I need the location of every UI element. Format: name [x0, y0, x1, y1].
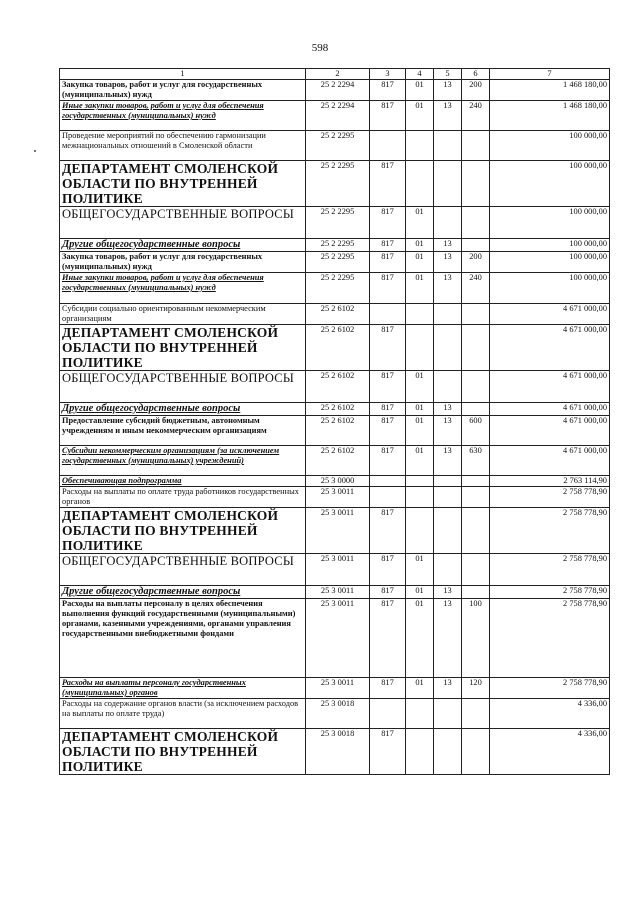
row-description: Расходы на выплаты персоналу государственных (муниципальных) органов	[60, 678, 306, 699]
row-subsection-code: 13	[434, 80, 462, 101]
column-header-3: 3	[370, 69, 406, 80]
scan-artifact	[34, 150, 36, 152]
row-subsection-code	[434, 325, 462, 371]
row-code: 25 2 6102	[306, 325, 370, 371]
row-description: Субсидии некоммерческим организациям (за исключением государственных (муниципальных) учреждений)	[60, 446, 306, 476]
row-section-code	[406, 325, 434, 371]
column-header-4: 4	[406, 69, 434, 80]
row-code: 25 2 6102	[306, 304, 370, 325]
table-row	[60, 476, 610, 487]
row-expense-type	[462, 207, 490, 239]
row-description: ОБЩЕГОСУДАРСТВЕННЫЕ ВОПРОСЫ	[60, 554, 306, 586]
row-subsection-code	[434, 699, 462, 729]
row-ved	[370, 304, 406, 325]
row-amount: 4 671 000,00	[490, 416, 610, 446]
row-amount: 4 671 000,00	[490, 325, 610, 371]
table-row	[60, 101, 610, 131]
row-description: ОБЩЕГОСУДАРСТВЕННЫЕ ВОПРОСЫ	[60, 207, 306, 239]
page-number: 598	[311, 42, 329, 54]
row-code: 25 2 2295	[306, 252, 370, 273]
row-description: ДЕПАРТАМЕНТ СМОЛЕНСКОЙ ОБЛАСТИ ПО ВНУТРЕННЕЙ ПОЛИТИКЕ	[60, 508, 306, 554]
budget-table	[59, 68, 610, 775]
row-code: 25 2 2295	[306, 207, 370, 239]
table-row	[60, 252, 610, 273]
row-amount: 100 000,00	[490, 239, 610, 252]
row-expense-type	[462, 403, 490, 416]
row-description: Расходы на выплаты по оплате труда работников государственных органов	[60, 487, 306, 508]
row-description: Субсидии социально ориентированным некоммерческим организациям	[60, 304, 306, 325]
row-code: 25 2 2295	[306, 131, 370, 161]
row-description: Проведение мероприятий по обеспечению гармонизации межнациональных отношений в Смоленской области	[60, 131, 306, 161]
table-row	[60, 207, 610, 239]
row-description: ДЕПАРТАМЕНТ СМОЛЕНСКОЙ ОБЛАСТИ ПО ВНУТРЕННЕЙ ПОЛИТИКЕ	[60, 729, 306, 775]
row-description: Иные закупки товаров, работ и услуг для обеспечения государственных (муниципальных) нужд	[60, 273, 306, 304]
row-expense-type	[462, 239, 490, 252]
row-expense-type: 240	[462, 273, 490, 304]
row-expense-type: 100	[462, 599, 490, 678]
table-row	[60, 554, 610, 586]
row-description: ОБЩЕГОСУДАРСТВЕННЫЕ ВОПРОСЫ	[60, 371, 306, 403]
column-header-5: 5	[434, 69, 462, 80]
row-code: 25 2 2295	[306, 161, 370, 207]
row-description: ДЕПАРТАМЕНТ СМОЛЕНСКОЙ ОБЛАСТИ ПО ВНУТРЕННЕЙ ПОЛИТИКЕ	[60, 161, 306, 207]
row-expense-type	[462, 487, 490, 508]
row-expense-type	[462, 161, 490, 207]
row-subsection-code	[434, 131, 462, 161]
table-row	[60, 678, 610, 699]
table-row	[60, 586, 610, 599]
row-subsection-code	[434, 371, 462, 403]
table-row	[60, 403, 610, 416]
row-expense-type	[462, 325, 490, 371]
row-section-code: 01	[406, 252, 434, 273]
row-ved: 817	[370, 239, 406, 252]
table-row	[60, 239, 610, 252]
row-amount: 2 758 778,90	[490, 678, 610, 699]
table-row	[60, 416, 610, 446]
table-row	[60, 371, 610, 403]
row-amount: 2 758 778,90	[490, 487, 610, 508]
row-description: Закупка товаров, работ и услуг для государственных (муниципальных) нужд	[60, 80, 306, 101]
row-expense-type	[462, 586, 490, 599]
row-section-code	[406, 304, 434, 325]
row-ved	[370, 131, 406, 161]
row-expense-type	[462, 304, 490, 325]
row-section-code	[406, 487, 434, 508]
row-amount: 100 000,00	[490, 252, 610, 273]
row-code: 25 3 0018	[306, 729, 370, 775]
row-amount: 4 671 000,00	[490, 304, 610, 325]
row-amount: 2 758 778,90	[490, 508, 610, 554]
row-subsection-code	[434, 487, 462, 508]
column-header-2: 2	[306, 69, 370, 80]
row-section-code: 01	[406, 599, 434, 678]
row-section-code	[406, 699, 434, 729]
row-code: 25 3 0011	[306, 487, 370, 508]
row-section-code	[406, 161, 434, 207]
row-subsection-code: 13	[434, 273, 462, 304]
row-subsection-code: 13	[434, 239, 462, 252]
table-row	[60, 508, 610, 554]
row-expense-type	[462, 729, 490, 775]
table-row	[60, 699, 610, 729]
row-amount: 2 763 114,90	[490, 476, 610, 487]
row-subsection-code	[434, 207, 462, 239]
table-row	[60, 446, 610, 476]
row-section-code: 01	[406, 416, 434, 446]
column-header-7: 7	[490, 69, 610, 80]
row-code: 25 2 6102	[306, 371, 370, 403]
row-section-code: 01	[406, 101, 434, 131]
row-description: Предоставление субсидий бюджетным, автономным учреждениям и иным некоммерческим организациям	[60, 416, 306, 446]
row-amount: 100 000,00	[490, 161, 610, 207]
row-section-code	[406, 508, 434, 554]
row-code: 25 3 0018	[306, 699, 370, 729]
row-section-code	[406, 729, 434, 775]
table-row	[60, 487, 610, 508]
row-ved	[370, 487, 406, 508]
row-expense-type: 240	[462, 101, 490, 131]
row-description: ДЕПАРТАМЕНТ СМОЛЕНСКОЙ ОБЛАСТИ ПО ВНУТРЕННЕЙ ПОЛИТИКЕ	[60, 325, 306, 371]
row-ved	[370, 476, 406, 487]
row-subsection-code	[434, 554, 462, 586]
row-section-code: 01	[406, 446, 434, 476]
row-expense-type: 120	[462, 678, 490, 699]
row-code: 25 3 0011	[306, 586, 370, 599]
row-subsection-code	[434, 729, 462, 775]
table-row	[60, 161, 610, 207]
row-section-code	[406, 131, 434, 161]
row-description: Другие общегосударственные вопросы	[60, 403, 306, 416]
row-description: Иные закупки товаров, работ и услуг для обеспечения государственных (муниципальных) нужд	[60, 101, 306, 131]
row-description: Закупка товаров, работ и услуг для государственных (муниципальных) нужд	[60, 252, 306, 273]
row-subsection-code: 13	[434, 586, 462, 599]
row-description: Другие общегосударственные вопросы	[60, 239, 306, 252]
row-subsection-code: 13	[434, 252, 462, 273]
row-section-code: 01	[406, 80, 434, 101]
row-expense-type	[462, 131, 490, 161]
row-ved: 817	[370, 325, 406, 371]
row-expense-type	[462, 554, 490, 586]
row-expense-type: 200	[462, 80, 490, 101]
row-section-code: 01	[406, 371, 434, 403]
row-amount: 4 671 000,00	[490, 446, 610, 476]
row-amount: 4 336,00	[490, 729, 610, 775]
table-row	[60, 599, 610, 678]
row-subsection-code: 13	[434, 416, 462, 446]
row-subsection-code: 13	[434, 599, 462, 678]
row-expense-type: 200	[462, 252, 490, 273]
row-amount: 100 000,00	[490, 273, 610, 304]
row-ved	[370, 699, 406, 729]
table-row	[60, 325, 610, 371]
row-code: 25 2 6102	[306, 416, 370, 446]
row-amount: 100 000,00	[490, 207, 610, 239]
row-subsection-code: 13	[434, 446, 462, 476]
table-row	[60, 304, 610, 325]
row-description: Расходы на содержание органов власти (за исключением расходов на выплаты по оплате труда)	[60, 699, 306, 729]
row-expense-type: 630	[462, 446, 490, 476]
row-code: 25 3 0011	[306, 678, 370, 699]
row-subsection-code: 13	[434, 403, 462, 416]
row-amount: 4 671 000,00	[490, 371, 610, 403]
row-subsection-code	[434, 476, 462, 487]
row-amount: 1 468 180,00	[490, 101, 610, 131]
row-ved: 817	[370, 416, 406, 446]
row-section-code	[406, 476, 434, 487]
row-section-code: 01	[406, 207, 434, 239]
header-row	[60, 69, 610, 80]
row-ved: 817	[370, 729, 406, 775]
table-row	[60, 131, 610, 161]
row-code: 25 2 2295	[306, 273, 370, 304]
row-ved: 817	[370, 371, 406, 403]
row-amount: 4 671 000,00	[490, 403, 610, 416]
row-ved: 817	[370, 508, 406, 554]
row-code: 25 2 2294	[306, 101, 370, 131]
row-section-code: 01	[406, 273, 434, 304]
row-amount: 2 758 778,90	[490, 599, 610, 678]
row-expense-type	[462, 476, 490, 487]
row-description: Расходы на выплаты персоналу в целях обеспечения выполнения функций государственными (муниципальными) органами, казенными учреждениями, органами управления государственными внебюджетными фондами	[60, 599, 306, 678]
table-row	[60, 80, 610, 101]
row-code: 25 2 6102	[306, 403, 370, 416]
row-code: 25 3 0011	[306, 554, 370, 586]
row-ved: 817	[370, 446, 406, 476]
row-expense-type	[462, 371, 490, 403]
row-ved: 817	[370, 586, 406, 599]
row-ved: 817	[370, 80, 406, 101]
row-subsection-code	[434, 161, 462, 207]
table-body	[60, 80, 610, 775]
row-code: 25 3 0011	[306, 508, 370, 554]
row-subsection-code: 13	[434, 678, 462, 699]
row-expense-type	[462, 508, 490, 554]
row-ved: 817	[370, 273, 406, 304]
row-description: Обеспечивающая подпрограмма	[60, 476, 306, 487]
table-row	[60, 273, 610, 304]
row-code: 25 2 2294	[306, 80, 370, 101]
row-ved: 817	[370, 403, 406, 416]
row-section-code: 01	[406, 586, 434, 599]
row-ved: 817	[370, 599, 406, 678]
row-amount: 100 000,00	[490, 131, 610, 161]
row-ved: 817	[370, 678, 406, 699]
column-header-1: 1	[60, 69, 306, 80]
table-row	[60, 729, 610, 775]
row-description: Другие общегосударственные вопросы	[60, 586, 306, 599]
row-ved: 817	[370, 252, 406, 273]
row-section-code: 01	[406, 239, 434, 252]
row-section-code: 01	[406, 678, 434, 699]
row-ved: 817	[370, 161, 406, 207]
row-subsection-code	[434, 508, 462, 554]
row-ved: 817	[370, 101, 406, 131]
row-amount: 2 758 778,90	[490, 586, 610, 599]
row-ved: 817	[370, 554, 406, 586]
row-amount: 1 468 180,00	[490, 80, 610, 101]
row-amount: 2 758 778,90	[490, 554, 610, 586]
row-section-code: 01	[406, 403, 434, 416]
row-code: 25 2 2295	[306, 239, 370, 252]
row-subsection-code	[434, 304, 462, 325]
column-header-6: 6	[462, 69, 490, 80]
row-code: 25 3 0011	[306, 599, 370, 678]
row-expense-type: 600	[462, 416, 490, 446]
row-section-code: 01	[406, 554, 434, 586]
row-amount: 4 336,00	[490, 699, 610, 729]
row-code: 25 2 6102	[306, 446, 370, 476]
row-code: 25 3 0000	[306, 476, 370, 487]
row-expense-type	[462, 699, 490, 729]
row-subsection-code: 13	[434, 101, 462, 131]
row-ved: 817	[370, 207, 406, 239]
